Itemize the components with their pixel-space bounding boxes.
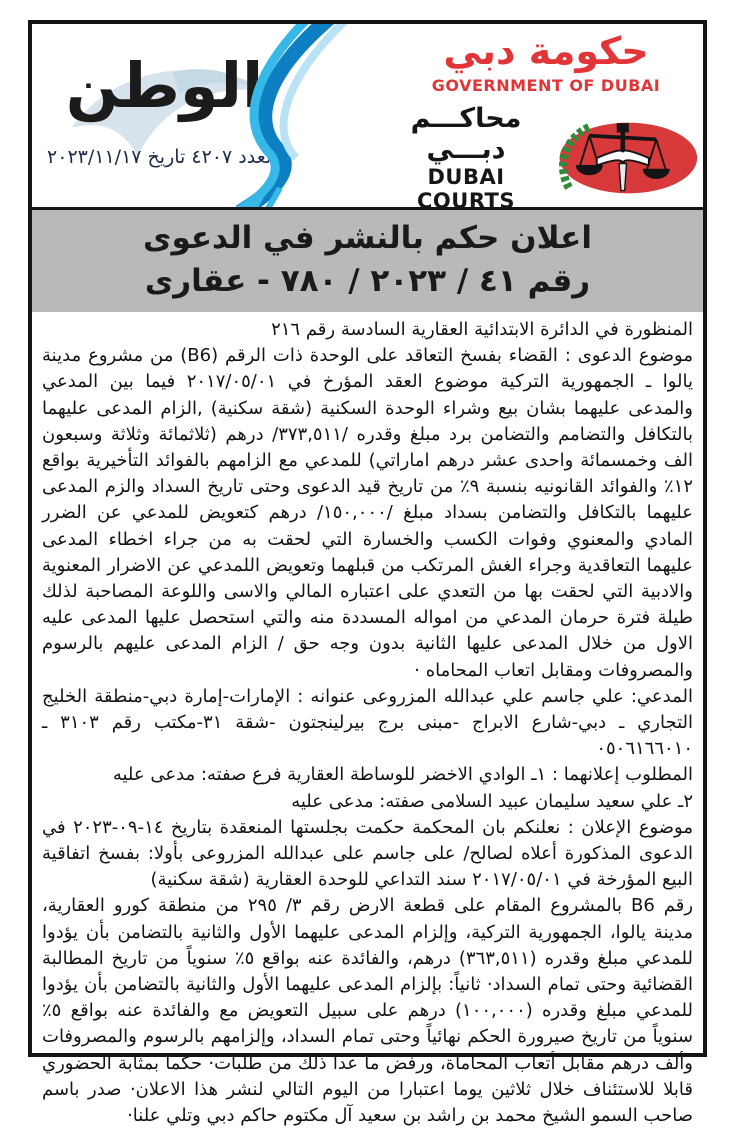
notice-title-line2: رقم ٤١ / ٢٠٢٣ / ٧٨٠ - عقارى	[144, 263, 591, 299]
notice-body	[32, 312, 703, 1133]
notice-frame	[28, 20, 707, 1127]
notice-title-banner	[32, 210, 703, 312]
body-paragraph-notified-party-2: ٢ـ علي سعيد سليمان عبيد السلامى صفته: مدعى عليه	[291, 790, 693, 812]
issue-date-line: العدد ٤٢٠٧ تاريخ ٢٠٢٣/١١/١٧	[47, 146, 277, 168]
dubai-courts-labels	[391, 103, 541, 211]
body-paragraph-plaintiff: المدعي: علي جاسم علي عبدالله المزروعى عنوانه : الإمارات-إمارة دبي-منطقة الخليج التجاري ـ دبي-شارع الابراج -مبنى برج بيرلينجتون -شقة ٣١-مكتب رقم ٣١٠٣ ـ ٠٥٠٦١٦٦٠١٠	[42, 685, 694, 760]
government-of-dubai-block	[391, 28, 701, 210]
body-paragraph-announcement-subject: موضوع الإعلان : نعلنكم بان المحكمة حكمت بجلستها المنعقدة بتاريخ ١٤-٠٩-٢٠٢٣ في الدعوى المذكورة أعلاه لصالح/ على جاسم على عبدالله المزروعى بأولا: بفسخ اتفاقية البيع المؤرخة في ٢٠١٧/٠٥/٠١ سند التداعي للوحدة العقارية (شقة سكنية)	[42, 816, 693, 891]
body-paragraph-court-circuit: المنظورة في الدائرة الابتدائية العقارية السادسة رقم ٢١٦	[271, 319, 693, 340]
dubai-courts-english-label: DUBAI COURTS	[417, 164, 515, 210]
dubai-courts-emblem-icon	[541, 120, 699, 196]
body-paragraph-case-subject: موضوع الدعوى : القضاء بفسخ التعاقد على الوحدة ذات الرقم (B6) من مشروع مدينة يالوا ـ الجمهورية التركية موضوع العقد المؤرخ في ٢٠١٧/٠٥/٠١ فيما بين المدعي والمدعى عليهما بشان بيع وشراء الوحدة السكنية (شقة سكنية) ,الزام المدعى عليهما بالتكافل والتضامم والتضامن برد مبلغ وقدره /٣٧٣,٥١١/ درهم (ثلاثمائة وثلاثة وسبعون الف وخمسمائة واحدى عشر درهم اماراتي) للمدعي مع الزامهم بالفوائد التأخيرية بواقع ١٢٪ والفوائد القانونيه بنسبة ٩٪ من تاريخ قيد الدعوى وحتى تاريخ السداد والزم المدعى عليهما بالتكافل والتضامن بسداد مبلغ /١٥٠,٠٠٠/ درهم كتعويض للمدعي عن الضرر المادي والمعنوي وفوات الكسب والخسارة التي لحقت به من جراء اخطاء المدعى عليهما التعاقدية وجراء الغش المرتكب من قبلهما وتعويض اللمدعي عن الاضرار المعنوية والادبية التي لحقت بها من التعدي على اعتباره المالي والاسى واللوعة المصاحبة لذلك طيلة فترة حرمان المدعي من امواله المسددة منه والتي استحصل عليها المدعى عليه الاول من خلال المدعى عليها الثانية بدون وجه حق / الزام المدعى عليهم بالرسوم والمصروفات ومقابل اتعاب المحاماه ·	[42, 345, 693, 681]
newspaper-title: الوطن	[65, 49, 264, 122]
header	[32, 24, 703, 210]
dubai-courts-arabic-label: محاكـــم دبـــي	[410, 102, 522, 165]
government-of-dubai-arabic-logo: حكومة دبي	[443, 29, 649, 73]
alwatan-masthead	[32, 24, 362, 207]
body-paragraph-judgment-details: رقم B6 بالمشروع المقام على قطعة الارض رقم ٣/ ٢٩٥ من منطقة كورو العقارية، مدينة يالوا، الجمهورية التركية، وإلزام المدعى عليهما الأول والثانية بالتضامن بأن يؤدوا للمدعي مبلغ وقدره (٣٦٣,٥١١) درهم، والفائدة عنه بواقع ٥٪ سنوياً من تاريخ المطالبة القضائية وحتى تمام السداد· ثانياً: بإلزام المدعى عليهما الأول والثانية بالتضامن بأن يؤدوا للمدعي مبلغ وقدره (١٠٠,٠٠٠) درهم على سبيل التعويض مع والفائدة عنه بواقع ٥٪ سنوياً من تاريخ صيرورة الحكم نهائياً وحتى تمام السداد، وإلزامهم بالرسوم والمصروفات وألف درهم مقابل أتعاب المحاماة، ورفض ما عدا ذلك من طلبات· حكما بمثابة الحضوري قابلا للاستئناف خلال ثلاثين يوما اعتبارا من اليوم التالي لنشر هذا الاعلان· صدر باسم صاحب السمو الشيخ محمد بن راشد بن سعيد آل مكتوم حاكم دبي وتلي علنا·	[42, 895, 694, 1127]
dubai-courts-block	[391, 103, 701, 211]
notice-title-line1: اعلان حكم بالنشر في الدعوى	[143, 220, 592, 256]
body-paragraph-notified-party-1: المطلوب إعلانهما : ١ـ الوادي الاخضر للوساطة العقارية فرع صفته: مدعى عليه	[112, 764, 693, 786]
masthead-wave-icon	[200, 24, 360, 210]
government-of-dubai-english-label: GOVERNMENT OF DUBAI	[431, 75, 661, 95]
